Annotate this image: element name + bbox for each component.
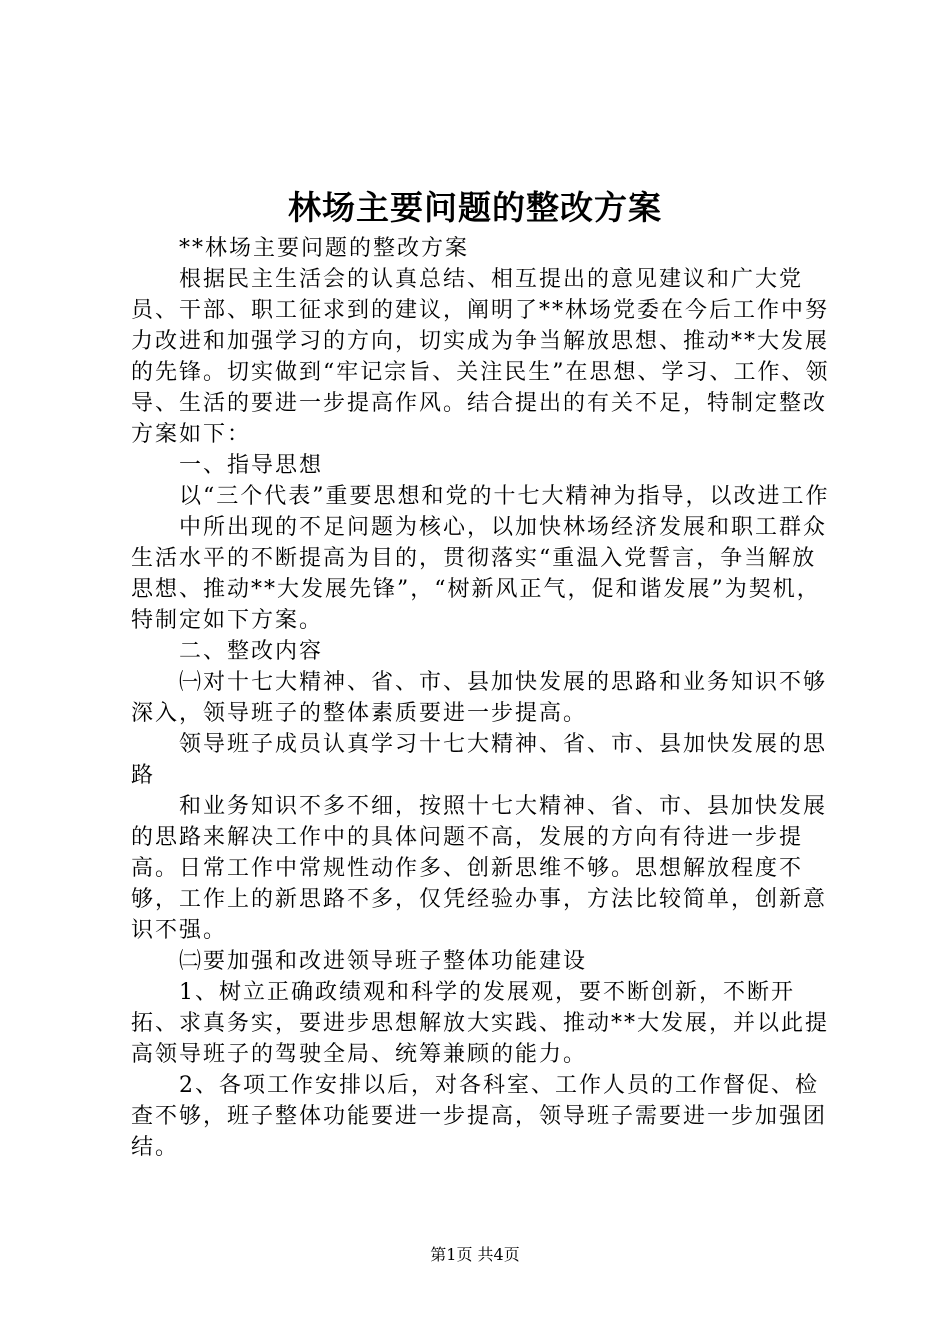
section-heading: 一、指导思想 xyxy=(179,453,324,478)
page-number-footer: 第1页 共4页 xyxy=(430,1245,520,1264)
paragraph: 根据民主生活会的认真总结、相互提出的意见建议和广大党员、干部、职工征求到的建议，阐明了**林场党委在今后工作中努力改进和加强学习的方向，切实成为争当解放思想、推动**大发展的先锋。切实做到“牢记宗旨、关注民生”在思想、学习、工作、领导、生活的要进一步提高作风。结合提出的有关不足，特制定整改方案如下： xyxy=(131,267,830,447)
paragraph: ㈠对十七大精神、省、市、县加快发展的思路和业务知识不够深入，领导班子的整体素质要进一步提高。 xyxy=(131,670,828,726)
paragraph: 中所出现的不足问题为核心，以加快林场经济发展和职工群众生活水平的不断提高为目的，贯彻落实“重温入党誓言，争当解放思想、推动**大发展先锋”，“树新风正气，促和谐发展”为契机，特制定如下方案。 xyxy=(131,515,828,633)
paragraph: ㈡要加强和改进领导班子整体功能建设 xyxy=(179,949,588,974)
section-heading: 二、整改内容 xyxy=(179,639,324,664)
paragraph: 和业务知识不多不细，按照十七大精神、省、市、县加快发展的思路来解决工作中的具体问题不高，发展的方向有待进一步提高。日常工作中常规性动作多、创新思维不够。思想解放程度不够，工作上的新思路不多，仅凭经验办事，方法比较简单，创新意识不强。 xyxy=(131,794,828,943)
document-title: 林场主要问题的整改方案 xyxy=(288,188,662,227)
paragraph: **林场主要问题的整改方案 xyxy=(179,236,470,261)
document-body xyxy=(131,233,831,1163)
paragraph: 2、各项工作安排以后，对各科室、工作人员的工作督促、检查不够，班子整体功能要进一步提高，领导班子需要进一步加强团结。 xyxy=(131,1073,828,1160)
paragraph: 1、树立正确政绩观和科学的发展观，要不断创新，不断开拓、求真务实，要进步思想解放大实践、推动**大发展，并以此提高领导班子的驾驶全局、统筹兼顾的能力。 xyxy=(131,980,830,1067)
paragraph: 领导班子成员认真学习十七大精神、省、市、县加快发展的思路 xyxy=(131,732,828,788)
paragraph: 以“三个代表”重要思想和党的十七大精神为指导，以改进工作 xyxy=(179,484,830,509)
